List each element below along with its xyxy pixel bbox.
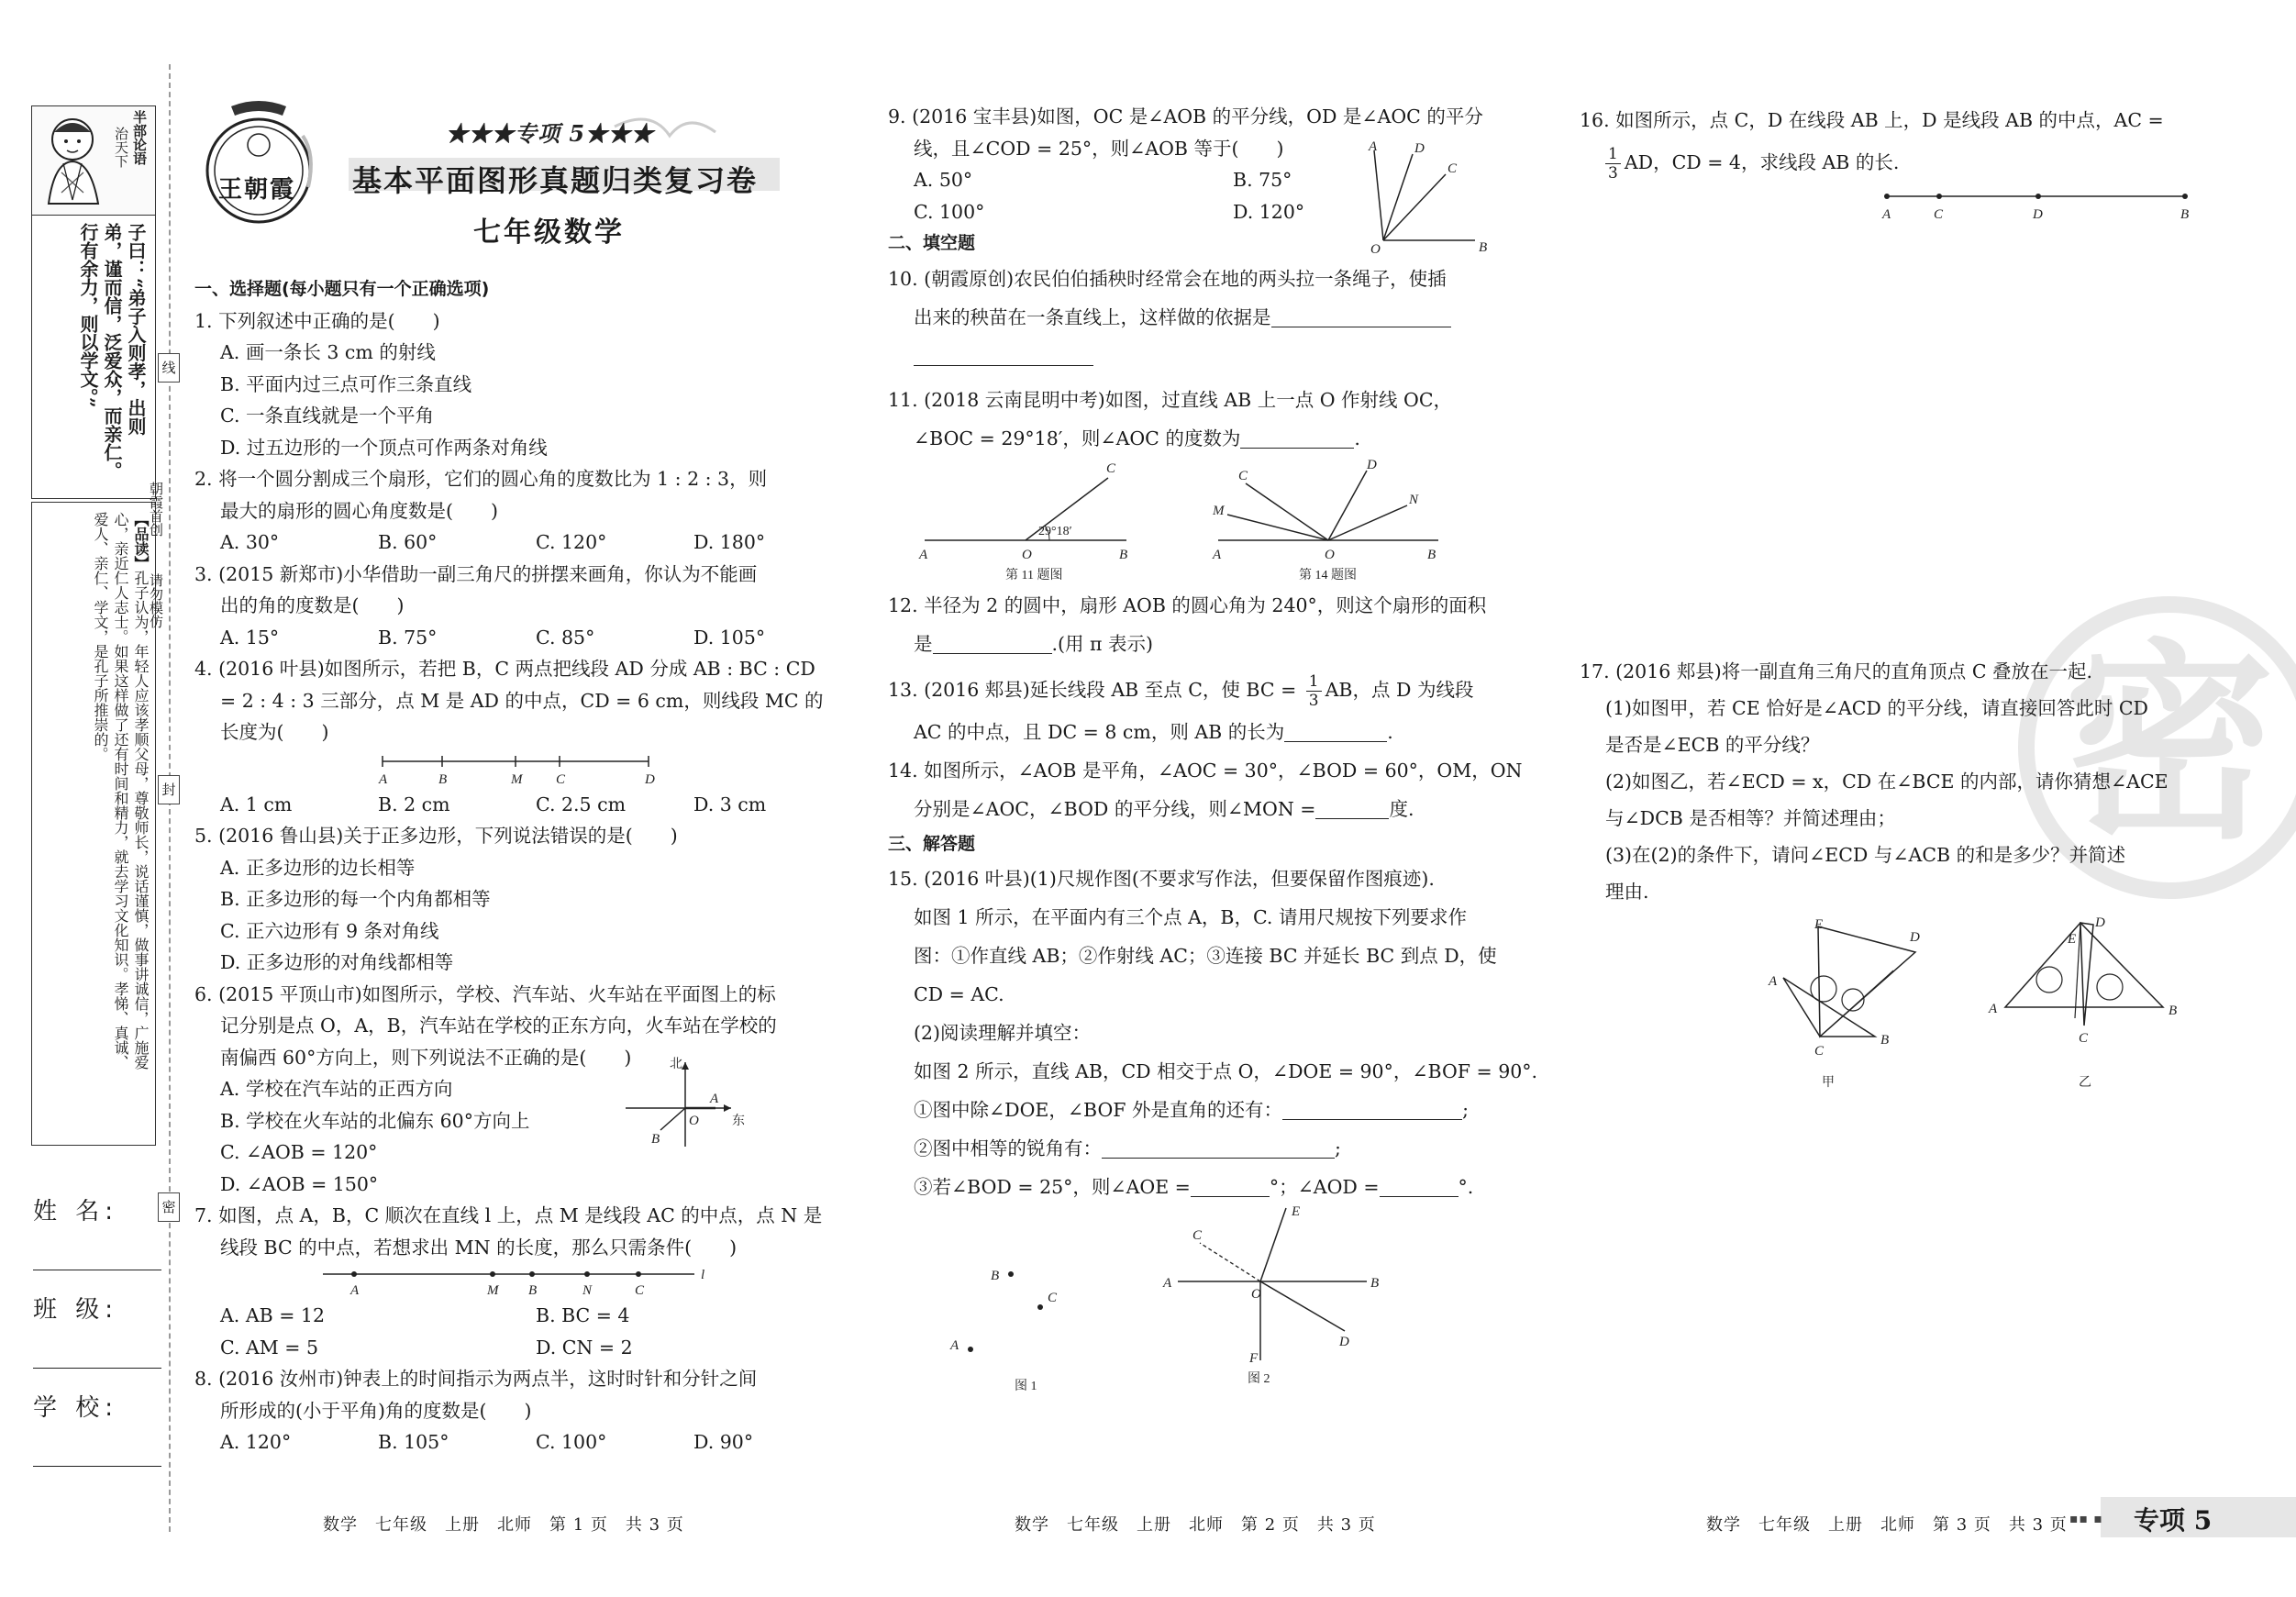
badge-char: 部 — [131, 124, 148, 138]
school-field[interactable] — [33, 1429, 161, 1467]
point-label: C — [1814, 1044, 1825, 1059]
point-label: O — [689, 1114, 699, 1128]
point-label: A — [919, 547, 928, 562]
option[interactable]: D. 3 cm — [693, 793, 767, 815]
option[interactable]: C. AM = 5 — [220, 1336, 319, 1359]
question-13 — [888, 667, 1521, 713]
badge-sub-char: 治 — [113, 127, 129, 140]
option[interactable]: D. 105° — [693, 626, 766, 649]
question-14-cont — [888, 790, 1521, 828]
point-label: C — [1934, 207, 1944, 222]
q16-figure — [1580, 185, 2213, 231]
option[interactable]: B. 60° — [378, 531, 438, 553]
q15-text: ③若∠BOD = 25°，则∠AOE = — [914, 1176, 1191, 1198]
figure-17-yi — [1983, 915, 2194, 1099]
confucius-icon — [36, 112, 111, 208]
q12-text: .(用 π 表示) — [1051, 632, 1154, 655]
point-label: D — [1367, 457, 1377, 472]
point-label: O — [1325, 547, 1335, 562]
figure-11 — [915, 458, 1145, 582]
brand-note — [148, 573, 163, 665]
line-diagram — [194, 1263, 809, 1300]
option[interactable]: B. 学校在火车站的北偏东 60°方向上 — [220, 1109, 530, 1132]
point-label: B — [991, 1269, 1000, 1283]
question-11-cont: ∠BOC = 29°18′，则∠AOC 的度数为 . — [914, 427, 1360, 449]
fraction-numerator: 1 — [1306, 672, 1322, 692]
point-label: M — [487, 1283, 499, 1298]
fraction-denominator: 3 — [1608, 164, 1618, 183]
options-row — [194, 622, 809, 654]
question-17: 17. (2016 郏县)将一副直角三角尺的直角顶点 C 叠放在一起. — [1580, 660, 2093, 682]
figure-caption: 第 14 题图 — [1299, 568, 1357, 582]
q15-line: (2)阅读理解并填空： — [914, 1022, 1092, 1044]
section-heading: 一、选择题(每小题只有一个正确选项) — [194, 279, 490, 299]
q10-text: 出来的秧苗在一条直线上，这样做的依据是 — [914, 305, 1271, 328]
question-16-cont — [1580, 139, 2213, 185]
answer-space[interactable] — [1580, 231, 2213, 653]
answer-blank[interactable] — [1284, 721, 1387, 742]
question-9-cont: 线，且∠COD = 25°，则∠AOB 等于( ) — [914, 137, 1284, 160]
quote-panel — [31, 214, 156, 499]
point-label: C — [1106, 460, 1116, 476]
q17-line: (2)如图乙，若∠ECD = x，CD 在∠BCE 的内部，请你猜想∠ACE — [1605, 771, 2168, 793]
q13-text: 13. (2016 郏县)延长线段 AB 至点 C，使 BC = — [888, 678, 1297, 701]
column-1 — [194, 273, 824, 1458]
option[interactable]: B. 平面内过三点可作三条直线 — [220, 372, 472, 395]
option[interactable]: D. 180° — [693, 531, 766, 553]
option[interactable]: D. 90° — [693, 1431, 754, 1453]
option[interactable]: A. 画一条长 3 cm 的射线 — [220, 341, 436, 363]
option[interactable]: A. 50° — [914, 169, 973, 191]
point-label: C — [1192, 1228, 1203, 1243]
point-label: A — [350, 1283, 360, 1298]
name-label: 姓 名: — [33, 1198, 119, 1225]
option[interactable]: B. 正多边形的每一个内角都相等 — [220, 888, 491, 910]
answer-blank[interactable] — [1315, 798, 1389, 819]
answer-blank[interactable] — [1191, 1176, 1270, 1197]
brand-note-line: 朝霞首创 — [148, 482, 164, 537]
options-row — [194, 527, 809, 559]
q15-line: 如图 2 所示，直线 AB，CD 相交于点 O，∠DOE = 90°，∠BOF = 90°. — [914, 1060, 1538, 1082]
option[interactable]: A. 15° — [220, 626, 280, 649]
answer-blank[interactable] — [1271, 306, 1451, 327]
q17-line: (3)在(2)的条件下，请问∠ECD 与∠ACB 的和是多少？并简述 — [1605, 844, 2126, 866]
question-6-cont: 南偏西 60°方向上，则下列说法不正确的是( ) — [220, 1046, 632, 1069]
figure-caption: 图 2 — [1248, 1372, 1270, 1386]
q7-figure — [194, 1263, 809, 1300]
name-field[interactable] — [33, 1233, 161, 1270]
answer-blank[interactable] — [1380, 1176, 1459, 1197]
answer-blank[interactable] — [1102, 1137, 1335, 1159]
point-label: D — [1910, 930, 1920, 945]
badge-char: 半 — [131, 110, 148, 124]
column-3 — [1580, 101, 2213, 1108]
line-label: l — [701, 1268, 705, 1282]
dots-icon: ▪▪ ▪ — [2069, 1512, 2103, 1526]
figure-caption: 甲 — [1822, 1076, 1835, 1090]
seal-mark-seal: 封 — [158, 775, 180, 804]
point-label: M — [511, 771, 523, 787]
figure-caption: 乙 — [2079, 1076, 2091, 1090]
footer-tag — [2069, 1497, 2296, 1537]
question-4-cont: 长度为( ) — [220, 721, 329, 743]
q15-line — [888, 1168, 1521, 1206]
angle-label: 29°18′ — [1038, 524, 1072, 538]
point-label: B — [2168, 1004, 2178, 1018]
reading-line: 孔子认为，年轻人应该孝顺父母，尊敬师长，说话谨慎，做事讲诚信，广施爱 — [132, 571, 150, 1070]
fraction — [1605, 145, 1621, 183]
segment-diagram — [1580, 185, 2213, 231]
point-label: M — [1213, 503, 1225, 518]
north-label: 北 — [670, 1058, 682, 1071]
point-label: B — [1427, 547, 1436, 562]
reading-line: 爱人、亲仁、学文，是孔子所推崇的。 — [92, 512, 109, 761]
answer-blank[interactable] — [914, 345, 1093, 366]
point-label: B — [1880, 1033, 1890, 1048]
point-label: D — [2033, 207, 2043, 222]
q12-text: 是 — [914, 632, 933, 655]
question-15: 15. (2016 叶县)(1)尺规作图(不要求写作法，但要保留作图痕迹). — [888, 868, 1435, 890]
figure-15-1 — [925, 1215, 1090, 1399]
question-2-cont: 最大的扇形的圆心角度数是( ) — [220, 499, 498, 522]
fraction-denominator: 3 — [1308, 691, 1319, 710]
figures-17 — [1580, 915, 2213, 1108]
point-label: B — [2180, 207, 2190, 222]
brand-logo — [194, 99, 323, 232]
question-10-cont — [888, 298, 1521, 337]
reading-panel — [31, 502, 156, 1146]
school-label: 学 校: — [33, 1394, 119, 1422]
option[interactable]: A. 学校在汽车站的正西方向 — [220, 1078, 453, 1100]
options-row — [194, 789, 809, 821]
q13-text: AC 的中点，且 DC = 8 cm，则 AB 的长为 — [914, 720, 1285, 743]
badge-sub-char: 下 — [113, 154, 129, 168]
point-label: D — [1339, 1335, 1349, 1349]
point-label: F — [1249, 1351, 1259, 1366]
q15-line: ②图中相等的锐角有： ; — [914, 1137, 1341, 1159]
q16-text: AD，CD = 4，求线段 AB 的长. — [1624, 151, 1900, 173]
point-label: B — [438, 771, 448, 787]
option[interactable]: B. 105° — [378, 1431, 449, 1453]
class-label: 班 级: — [33, 1296, 119, 1324]
point-label: N — [582, 1283, 593, 1298]
q17-line: 与∠DCB 是否相等？并简述理由； — [1605, 807, 1896, 829]
east-label: 东 — [732, 1115, 745, 1128]
point-label: A — [1882, 207, 1891, 222]
option[interactable]: C. 100° — [536, 1431, 607, 1453]
figures-15 — [888, 1206, 1521, 1408]
question-12-cont — [888, 625, 1521, 663]
option[interactable]: A. 1 cm — [220, 793, 293, 815]
point-label: O — [1022, 547, 1032, 562]
seal-mark-line: 线 — [158, 353, 180, 383]
point-label: E — [2068, 932, 2077, 947]
answer-line — [888, 337, 1521, 375]
brand-note-line: 请勿模仿 — [148, 573, 164, 628]
segment-diagram — [194, 749, 809, 789]
point-label: C — [1048, 1291, 1058, 1305]
q17-line: 是否是∠ECB 的平分线？ — [1605, 734, 1820, 756]
q4-figure — [194, 749, 809, 789]
question-2: 2. 将一个圆分割成三个扇形，它们的圆心角的度数比为 1 : 2 : 3，则 — [194, 468, 768, 490]
question-14: 14. 如图所示，∠AOB 是平角，∠AOC = 30°，∠BOD = 60°，OM，ON — [888, 759, 1523, 782]
q6-block — [194, 1058, 809, 1200]
option[interactable]: C. 2.5 cm — [536, 793, 627, 815]
angle-diagram — [1356, 138, 1493, 257]
point-label: C — [1447, 161, 1458, 176]
question-6: 6. (2015 平顶山市)如图所示，学校、汽车站、火车站在平面图上的标 — [194, 982, 776, 1005]
point-label: A — [710, 1092, 719, 1106]
q15-line: 如图 1 所示，在平面内有三个点 A，B，C. 请用尺规按下列要求作 — [914, 906, 1467, 928]
question-16: 16. 如图所示，点 C，D 在线段 AB 上，D 是线段 AB 的中点，AC = — [1580, 109, 2164, 131]
point-label: E — [1292, 1206, 1301, 1219]
options-row — [194, 1426, 809, 1458]
option[interactable]: B. 75° — [1233, 169, 1292, 191]
point-label: A — [950, 1338, 959, 1353]
reading-title: 【品读】 — [132, 512, 150, 571]
point-label: A — [1369, 139, 1378, 154]
class-field[interactable] — [33, 1331, 161, 1369]
reading-line: 心，亲近仁人志士。如果这样做了还有时间和精力，就去学习文化知识。孝悌、真诚、 — [112, 512, 129, 1070]
brand-note — [148, 482, 163, 573]
q15-text: °；∠AOD = — [1269, 1176, 1380, 1198]
figure-17-jia — [1763, 915, 1947, 1099]
q14-text: 度. — [1389, 797, 1414, 820]
options-row — [194, 1300, 809, 1332]
point-label: B — [528, 1283, 538, 1298]
point-label: C — [556, 771, 566, 787]
q15-line: 图：①作直线 AB；②作射线 AC；③连接 BC 并延长 BC 到点 D，使 — [914, 945, 1497, 967]
subject-title: 七年级数学 — [473, 216, 625, 249]
question-3: 3. (2015 新郑市)小华借助一副三角尺的拼摆来画角，你认为不能画 — [194, 562, 758, 585]
point-label: C — [635, 1283, 645, 1298]
options-row — [194, 1332, 809, 1364]
quote-line: 行有余力，则以学文。” — [77, 223, 99, 408]
point-label: A — [1163, 1276, 1172, 1291]
point-label: O — [1370, 242, 1381, 257]
question-11: 11. (2018 云南昆明中考)如图，过直线 AB 上一点 O 作射线 OC， — [888, 388, 1453, 411]
point-label: O — [1251, 1287, 1261, 1302]
footer-tag-label: 专项 5 — [2134, 1505, 2213, 1536]
point-label: C — [2079, 1031, 2089, 1046]
question-13-cont: AC 的中点，且 DC = 8 cm，则 AB 的长为 . — [914, 720, 1393, 743]
option[interactable]: A. 正多边形的边长相等 — [220, 856, 416, 879]
brand-name: 王朝霞 — [218, 176, 296, 204]
student-info — [33, 1192, 161, 1467]
q13-text: AB，点 D 为线段 — [1325, 678, 1474, 701]
fraction-numerator: 1 — [1605, 145, 1621, 164]
quote-line: 弟，谨而信，泛爱众，而亲仁。 — [101, 223, 123, 480]
point-label: E — [1814, 917, 1824, 932]
sidebar — [28, 105, 156, 1160]
seal-mark-secret: 密 — [158, 1192, 180, 1222]
question-12: 12. 半径为 2 的圆中，扇形 AOB 的圆心角为 240°，则这个扇形的面积 — [888, 593, 1487, 616]
badge-sub-char: 天 — [113, 140, 129, 154]
q14-text: 分别是∠AOC，∠BOD 的平分线，则∠MON = — [914, 797, 1316, 820]
fraction — [1306, 672, 1322, 710]
brand-seal-icon — [194, 99, 323, 232]
option[interactable]: C. ∠AOB = 120° — [220, 1141, 378, 1163]
option[interactable]: C. 100° — [914, 200, 985, 223]
q11-text: ∠BOC = 29°18′，则∠AOC 的度数为 — [914, 427, 1241, 449]
question-4: 4. (2016 叶县)如图所示，若把 B，C 两点把线段 AD 分成 AB : BC : CD — [194, 658, 815, 680]
column-2 — [888, 101, 1538, 1408]
option[interactable]: A. AB = 12 — [220, 1304, 326, 1326]
option[interactable]: B. BC = 4 — [536, 1304, 630, 1326]
q15-text: ①图中除∠DOE，∠BOF 外是直角的还有： — [914, 1099, 1283, 1121]
option[interactable]: D. 120° — [1233, 200, 1305, 223]
option[interactable]: A. 120° — [220, 1431, 292, 1453]
question-8: 8. (2016 汝州市)钟表上的时间指示为两点半，这时时针和分针之间 — [194, 1368, 758, 1390]
question-5: 5. (2016 鲁山县)关于正多边形，下列说法错误的是( ) — [194, 825, 678, 847]
answer-blank[interactable] — [1240, 427, 1354, 449]
question-1: 1. 下列叙述中正确的是( ) — [194, 309, 440, 332]
q15-line: CD = AC. — [914, 983, 1004, 1005]
option[interactable]: D. ∠AOB = 150° — [220, 1172, 379, 1195]
question-9: 9. (2016 宝丰县)如图，OC 是∠AOB 的平分线，OD 是∠AOC 的平分 — [888, 105, 1483, 128]
q17-line: 理由. — [1605, 881, 1649, 903]
answer-blank[interactable] — [933, 633, 1052, 654]
option[interactable]: A. 30° — [220, 531, 280, 553]
section-heading: 三、解答题 — [888, 833, 976, 854]
section-heading: 二、填空题 — [888, 233, 976, 253]
page-title: 基本平面图形真题归类复习卷 — [352, 163, 759, 198]
figures-11-14 — [888, 458, 1521, 586]
point-label: B — [1119, 547, 1128, 562]
badge-char: 语 — [131, 151, 148, 165]
point-label: N — [1409, 492, 1419, 507]
point-label: B — [1370, 1276, 1380, 1291]
q15-text: ②图中相等的锐角有： — [914, 1137, 1102, 1159]
watermark-text: 密 — [2063, 623, 2275, 868]
option[interactable]: C. 85° — [536, 626, 595, 649]
question-7-cont: 线段 BC 的中点，若想求出 MN 的长度，那么只需条件( ) — [220, 1236, 738, 1259]
figure-caption: 第 11 题图 — [1005, 568, 1063, 582]
question-3-cont: 出的角的度数是( ) — [220, 594, 405, 616]
q15-line: ①图中除∠DOE，∠BOF 外是直角的还有： ; — [914, 1099, 1469, 1121]
question-10: 10. (朝霞原创)农民伯伯插秧时经常会在地的两头拉一条绳子，使插 — [888, 267, 1447, 290]
option[interactable]: D. 正多边形的对角线都相等 — [220, 951, 454, 973]
option[interactable]: C. 一条直线就是一个平角 — [220, 405, 434, 427]
q15-text: °. — [1458, 1176, 1474, 1198]
point-label: A — [1213, 547, 1222, 562]
figure-15-2 — [1145, 1206, 1420, 1403]
point-label: D — [2095, 915, 2105, 930]
point-label: D — [1414, 141, 1425, 156]
question-7: 7. 如图，点 A，B，C 顺次在直线 l 上，点 M 是线段 AC 的中点，点 N 是 — [194, 1204, 823, 1226]
point-label: A — [1769, 974, 1778, 989]
question-8-cont: 所形成的(小于平角)角的度数是( ) — [220, 1399, 532, 1422]
figure-14 — [1209, 458, 1447, 582]
compass-diagram — [607, 1055, 745, 1156]
answer-blank[interactable] — [1282, 1099, 1462, 1120]
special-tag: ★★★专项 5★★★ — [446, 120, 655, 147]
option[interactable]: C. 正六边形有 9 条对角线 — [220, 919, 439, 942]
page-footer-1: 数学 七年级 上册 北师 第 1 页 共 3 页 — [323, 1515, 684, 1535]
q17-line: (1)如图甲，若 CE 恰好是∠ACD 的平分线，请直接回答此时 CD — [1605, 697, 2148, 719]
option[interactable]: B. 2 cm — [378, 793, 450, 815]
page-footer-3: 数学 七年级 上册 北师 第 3 页 共 3 页 — [1706, 1515, 2068, 1535]
point-label: A — [379, 771, 388, 787]
quote-line: 子曰：“弟子入则孝，出则 — [125, 223, 147, 436]
page-footer-2: 数学 七年级 上册 北师 第 2 页 共 3 页 — [1015, 1515, 1376, 1535]
option[interactable]: D. 过五边形的一个顶点可作两条对角线 — [220, 436, 548, 459]
badge-panel — [31, 105, 156, 216]
option[interactable]: D. CN = 2 — [536, 1336, 633, 1359]
point-label: D — [645, 771, 655, 787]
point-label: B — [1479, 240, 1488, 255]
point-label: B — [651, 1132, 660, 1147]
question-6-cont: 记分别是点 O，A，B，汽车站在学校的正东方向，火车站在学校的 — [220, 1015, 777, 1037]
point-label: C — [1238, 468, 1248, 483]
badge-char: 论 — [131, 138, 148, 151]
point-label: A — [1989, 1002, 1998, 1016]
option[interactable]: B. 75° — [378, 626, 438, 649]
question-4-cont: = 2 : 4 : 3 三部分，点 M 是 AD 的中点，CD = 6 cm，则线段 MC 的 — [220, 689, 824, 712]
option[interactable]: C. 120° — [536, 531, 607, 553]
figure-caption: 图 1 — [1015, 1380, 1037, 1393]
